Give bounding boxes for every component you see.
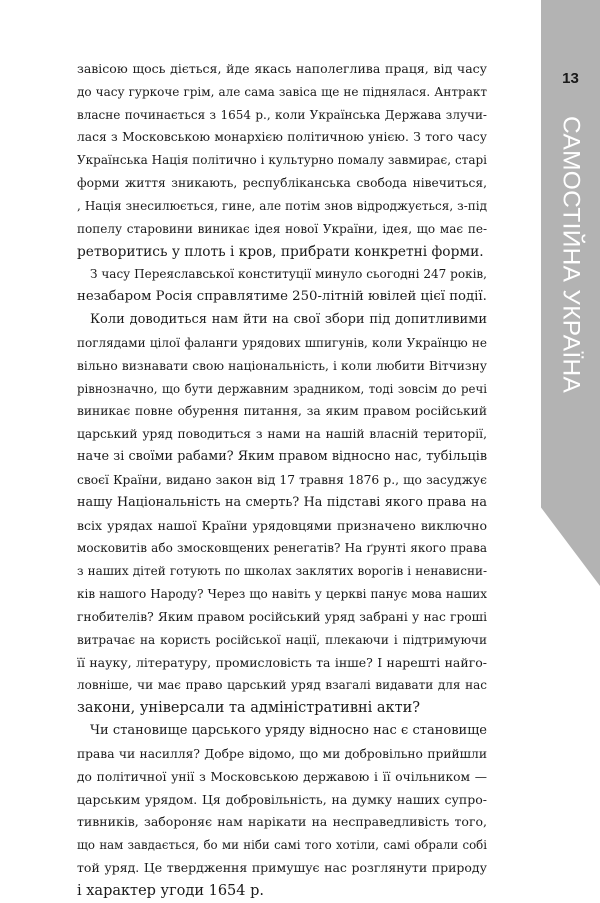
text-line: той уряд. Це твердження примушує нас розглянути природу	[77, 859, 487, 875]
text-line: вільно визнавати свою національність, і коли любити Вітчизну	[77, 358, 487, 373]
page-number: 13	[562, 70, 579, 87]
text-line: московитів або змосковщених ренегатів? На ґрунті якого права	[77, 541, 487, 556]
running-section-title: САМОСТІЙНА УКРАЇНА	[557, 116, 585, 394]
text-line: завісою щось діється, йде якась наполеглива праця, від часу	[77, 61, 487, 76]
text-line: попелу старовини виникає ідея нової України, ідея, що має пе-	[77, 221, 487, 236]
text-line: Українська Нація політично і культурно помалу завмирає, старі	[77, 153, 487, 168]
text-line: форми життя зникають, республіканська свобода нівечиться,	[77, 176, 487, 191]
paragraph	[77, 263, 487, 309]
paragraph	[77, 58, 487, 263]
text-line: наче зі своїми рабами? Яким правом відносно нас, тубільців	[77, 449, 487, 465]
text-line: Коли доводиться нам йти на свої збори під допитливими	[90, 312, 487, 328]
text-line: і характер угоди 1654 р.	[77, 882, 265, 899]
paragraph	[77, 720, 487, 903]
text-line: до часу гуркоче грім, але сама завіса ще не піднялася. Антракт	[77, 84, 487, 99]
text-line: що нам завдається, бо ми ніби самі того хотіли, самі обрали собі	[77, 838, 487, 853]
text-line: з наших дітей готують по школах заклятих ворогів і ненависни-	[77, 564, 487, 579]
text-line: ловніше, чи має право царський уряд взагалі видавати для нас	[77, 678, 487, 693]
text-line: гнобителів? Яким правом російський уряд забрані у нас гроші	[77, 609, 487, 624]
text-line: ретворитись у плоть і кров, прибрати конкретні форми.	[77, 243, 484, 260]
text-line: З часу Переяславської конституції минуло сьогодні 247 років,	[90, 267, 487, 282]
text-line: царським урядом. Ця добровільність, на думку наших супро-	[77, 791, 487, 807]
text-line: рівнозначно, що бути державним зрадником, тоді зовсім до речі	[77, 381, 487, 396]
text-line: всіх урядах нашої Країни урядовцями призначено виключно	[77, 517, 487, 533]
text-line: нашу Національність на смерть? На підставі якого права на	[77, 494, 487, 510]
text-line: Чи становище царського уряду відносно нас є становище	[90, 723, 487, 739]
text-line: виникає повне обурення питання, за яким правом російський	[77, 404, 487, 419]
text-line: права чи насилля? Добре відомо, що ми добровільно прийшли	[77, 746, 487, 761]
text-line: до політичної унії з Московською державою і її очільником —	[77, 769, 487, 784]
text-line: своєї Країни, видано закон від 17 травня 1876 р., що засуджує	[77, 472, 487, 487]
text-line: витрачає на користь російської нації, плекаючи і підтримуючи	[77, 632, 487, 647]
body-text	[77, 58, 487, 903]
text-line: незабаром Росія справлятиме 250-літній ювілей цієї події.	[77, 289, 487, 305]
text-line: її науку, літературу, промисловість та інше? І нарешті найго-	[77, 654, 487, 670]
text-line: ків нашого Народу? Через що навіть у церкві панує мова наших	[77, 587, 487, 602]
text-line: власне починається з 1654 р., коли Українська Держава злучи-	[77, 107, 487, 122]
text-line: тивників, забороняє нам нарікати на несправедливість того,	[77, 814, 487, 830]
text-line: лася з Московською монархією політичною унією. З того часу	[77, 130, 487, 145]
text-line: царський уряд поводиться з нами на нашій власній території,	[77, 427, 487, 442]
text-line: закони, універсали та адміністративні акти?	[77, 700, 421, 717]
text-line: , Нація знесилюється, гине, але потім знов відроджується, з-під	[77, 198, 487, 213]
paragraph	[77, 309, 487, 720]
text-line: поглядами цілої фаланги урядових шпигунів, коли Українцю не	[77, 335, 487, 350]
